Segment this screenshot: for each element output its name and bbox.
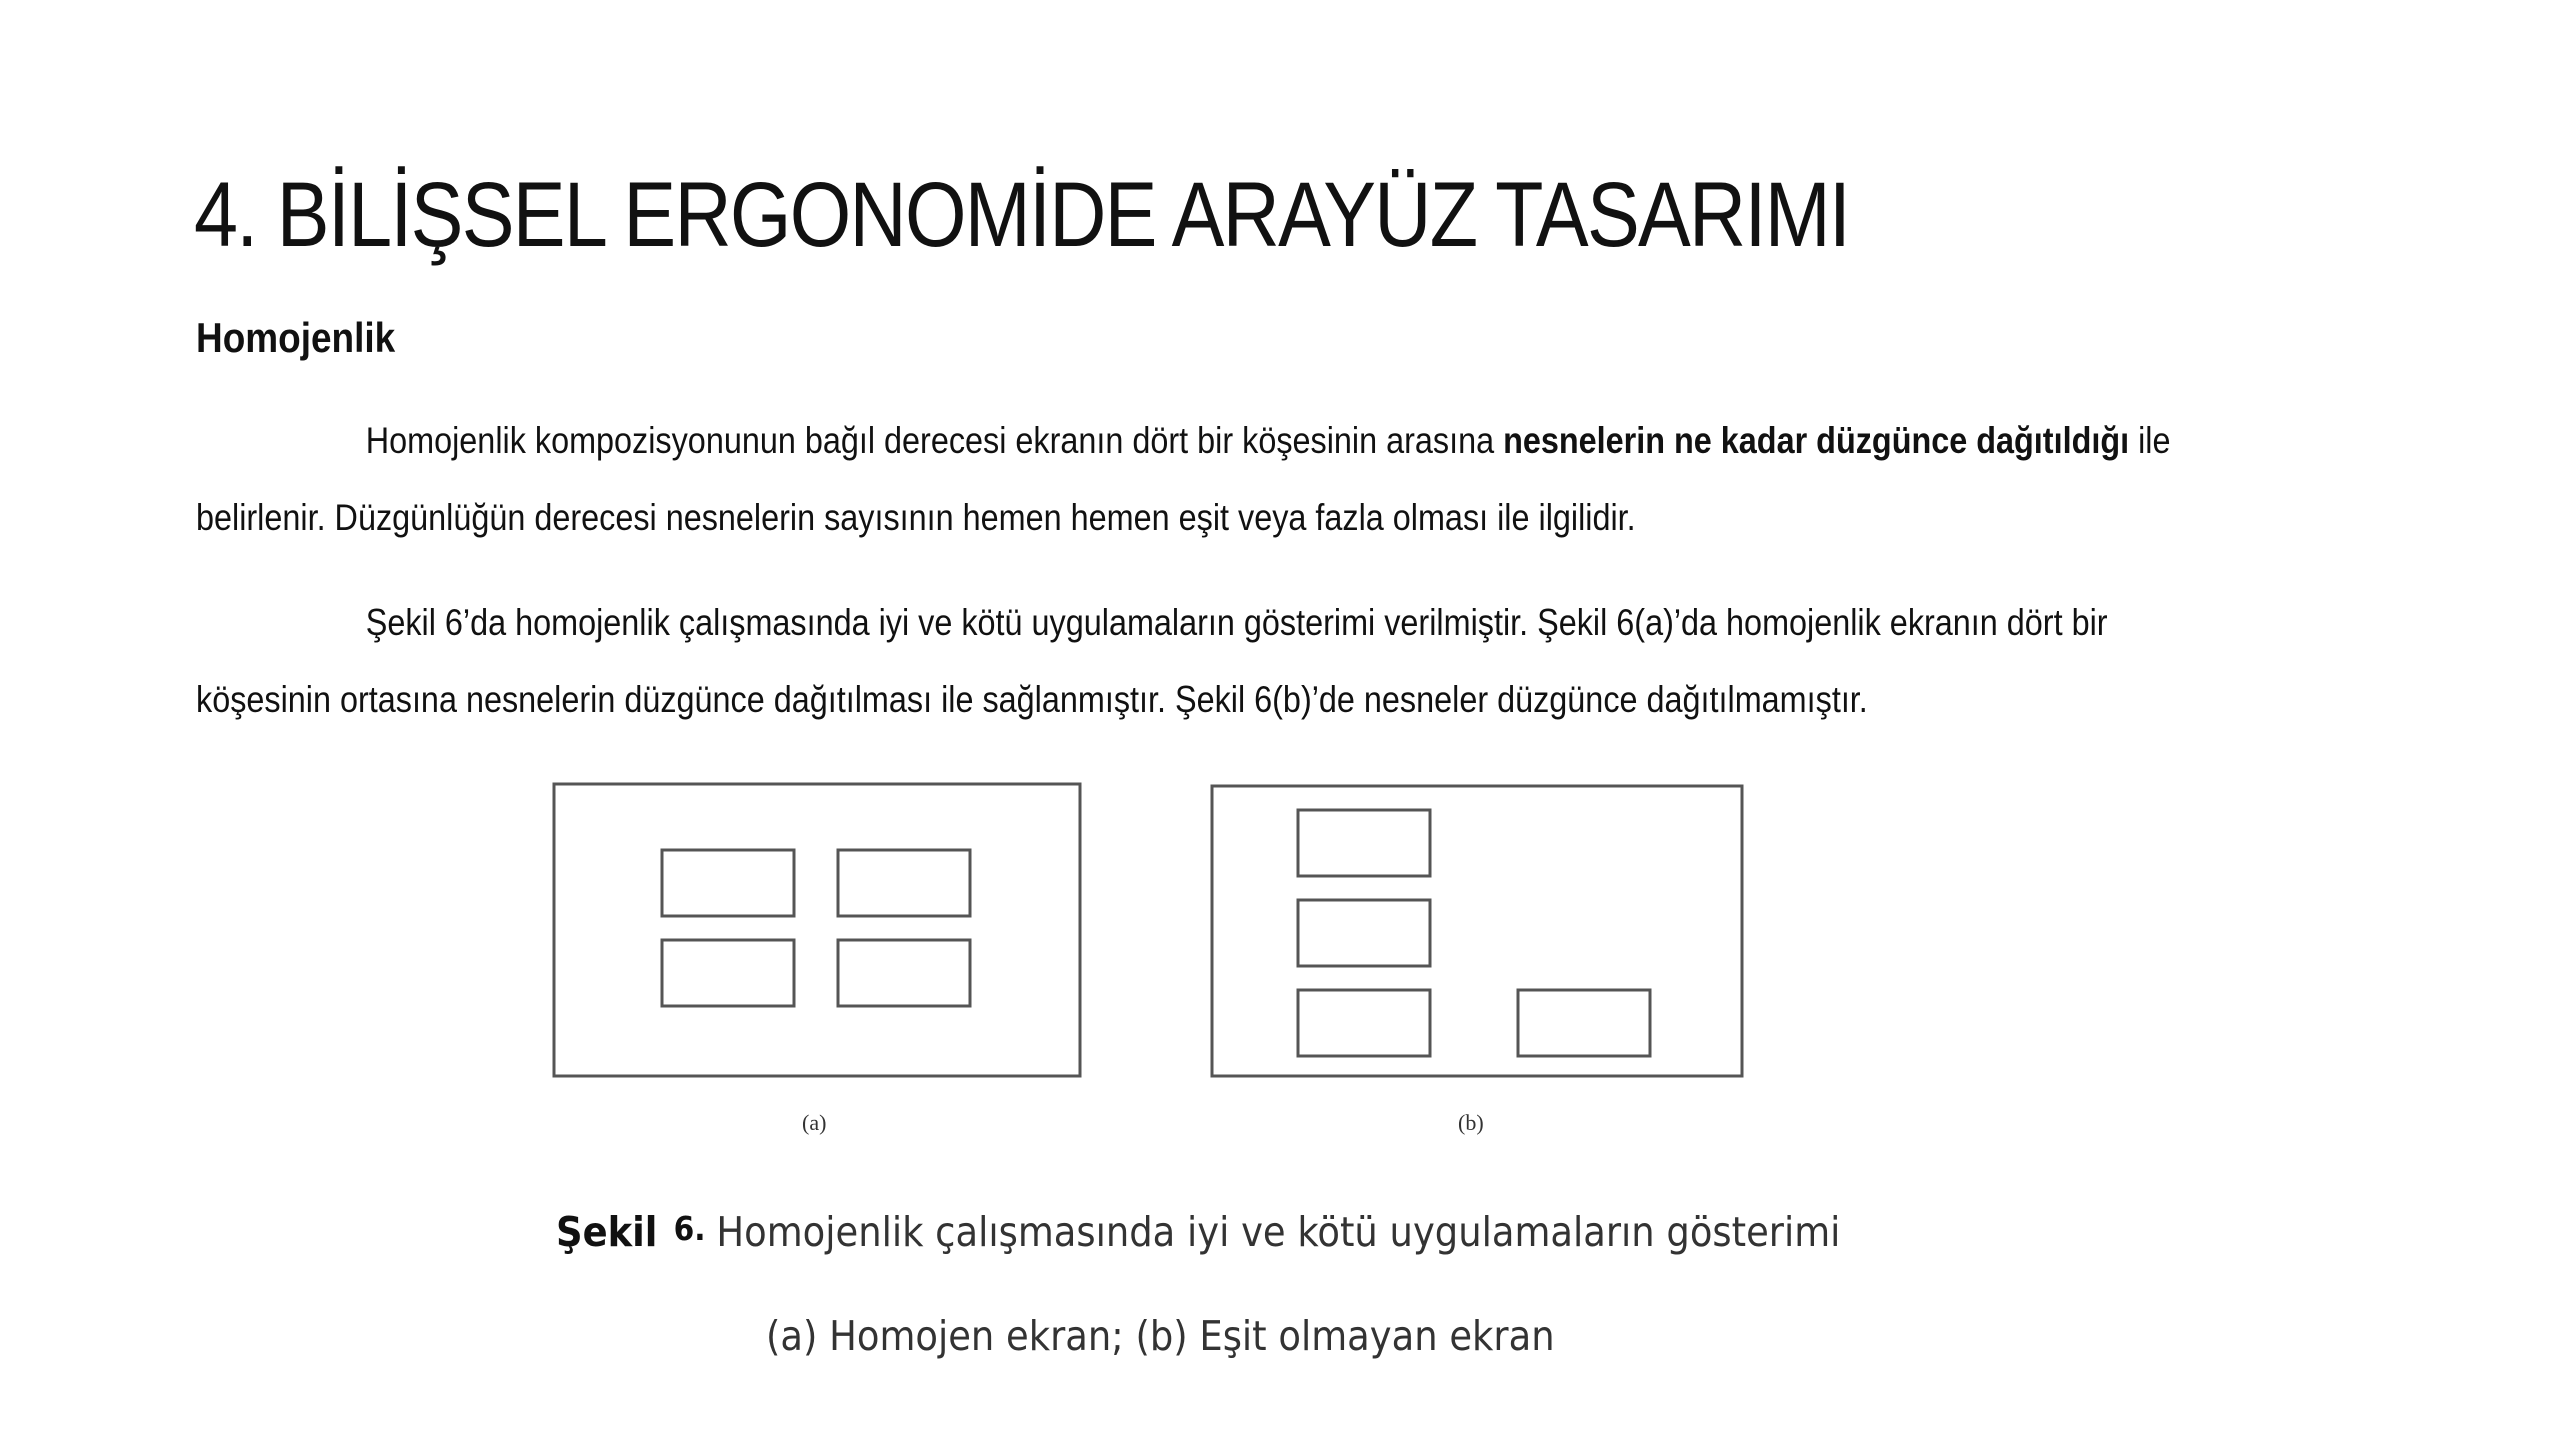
object-box-a1: [662, 850, 794, 916]
caption-number: 6.: [673, 1209, 706, 1248]
figure-label-a: (a): [802, 1110, 827, 1135]
caption-lead: Şekil: [556, 1208, 658, 1256]
object-box-b4: [1518, 990, 1650, 1056]
slide-title: 4. BİLİŞSEL ERGONOMİDE ARAYÜZ TASARIMI: [194, 164, 1850, 266]
screen-frame-b: [1212, 786, 1742, 1076]
section-heading: Homojenlik: [196, 314, 396, 361]
caption-text: Homojenlik çalışmasında iyi ve kötü uygulamaların gösterimi: [716, 1208, 1841, 1256]
screen-frame-a: [554, 784, 1080, 1076]
text-run: ile: [2129, 420, 2171, 461]
object-box-a2: [838, 850, 970, 916]
paragraph-homogeneity-definition: [196, 402, 2376, 556]
paragraph-figure-reference: [196, 584, 2376, 738]
object-box-b3: [1298, 990, 1430, 1056]
text-run: Homojenlik kompozisyonunun bağıl derecesi ekranın dört bir köşesinin arasına: [365, 420, 1504, 461]
figure-homogeneity-diagram: [550, 780, 1770, 1160]
paragraph-line: [196, 402, 2171, 479]
paragraph-line: Şekil 6’da homojenlik çalışmasında iyi ve kötü uygulamaların gösterimi verilmiştir. Şekil 6(a)’da homojenlik ekranın dört bir: [365, 602, 2108, 643]
object-box-a3: [662, 940, 794, 1006]
paragraph-line: belirlenir. Düzgünlüğün derecesi nesnelerin sayısının hemen hemen eşit veya fazla olması ile ilgilidir.: [196, 497, 1636, 538]
bold-text-run: nesnelerin ne kadar düzgünce dağıtıldığı: [1503, 420, 2130, 461]
paragraph-line: köşesinin ortasına nesnelerin düzgünce dağıtılması ile sağlanmıştır. Şekil 6(b)’de nesneler düzgünce dağıtılmamıştır.: [196, 679, 1868, 720]
object-box-b2: [1298, 900, 1430, 966]
figure-caption-subline: (a) Homojen ekran; (b) Eşit olmayan ekran: [766, 1312, 1555, 1360]
object-box-a4: [838, 940, 970, 1006]
figure-label-b: (b): [1458, 1110, 1484, 1135]
object-box-b1: [1298, 810, 1430, 876]
figure-caption: [556, 1208, 1840, 1256]
